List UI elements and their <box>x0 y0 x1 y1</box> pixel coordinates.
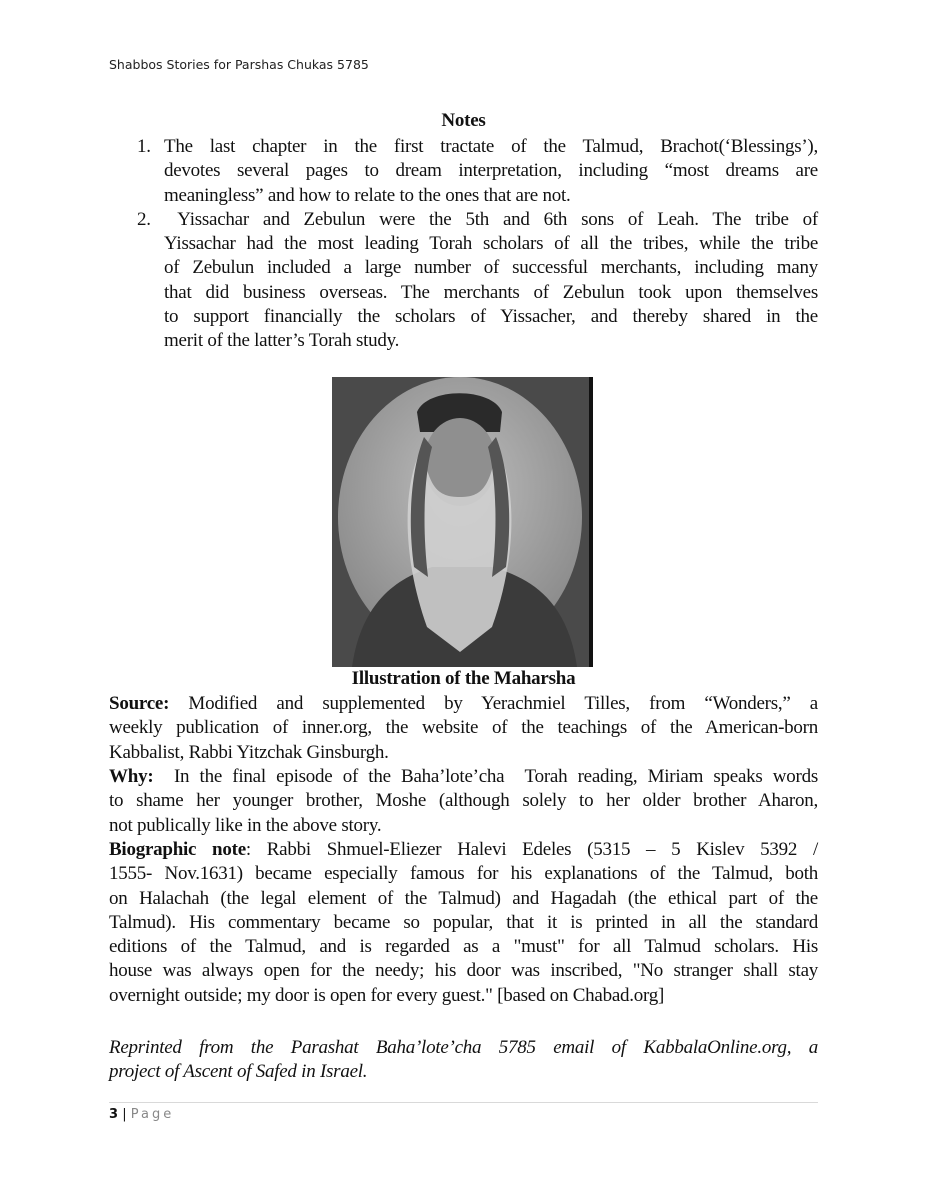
reprint-line: project of Ascent of Safed in Israel. <box>109 1061 368 1083</box>
note-item <box>137 208 818 354</box>
why-paragraph <box>109 765 818 838</box>
footer-divider <box>109 1102 818 1103</box>
why-line: In the final episode of the Baha’lote’cha Torah reading, Miriam speaks words <box>153 766 818 787</box>
note-line: meaningless” and how to relate to the ones that are not. <box>164 184 571 206</box>
notes-list <box>137 135 818 354</box>
why-label: Why: <box>109 766 154 787</box>
bio-line: editions of the Talmud, and is regarded as a "must" for all Talmud scholars. His <box>109 936 818 958</box>
page-number: 3 <box>109 1107 119 1122</box>
source-paragraph <box>109 692 818 765</box>
biographic-note-paragraph <box>109 838 818 1008</box>
source-line: weekly publication of inner.org, the website of the teachings of the American-born <box>109 717 818 739</box>
note-line: Yissachar had the most leading Torah scholars of all the tribes, while the tribe <box>164 233 818 255</box>
bio-line: on Halachah (the legal element of the Talmud) and Hagadah (the ethical part of the <box>109 887 818 909</box>
source-line: Modified and supplemented by Yerachmiel Tilles, from “Wonders,” a <box>169 693 818 714</box>
note-line: of Zebulun included a large number of successful merchants, including many <box>164 257 818 279</box>
maharsha-portrait <box>332 377 593 667</box>
reprint-line: Reprinted from the Parashat Baha’lote’cha 5785 email of KabbalaOnline.org, a <box>109 1037 818 1058</box>
note-number: 1. <box>137 136 151 157</box>
notes-title: Notes <box>441 110 486 131</box>
note-line: merit of the latter’s Torah study. <box>164 330 400 352</box>
page-label: Page <box>130 1107 175 1122</box>
why-line: not publically like in the above story. <box>109 814 382 836</box>
why-line: to shame her younger brother, Moshe (although solely to her older brother Aharon, <box>109 790 818 812</box>
note-line: The last chapter in the first tractate of the Talmud, Brachot(‘Blessings’), <box>164 136 818 157</box>
bio-line: house was always open for the needy; his door was inscribed, "No stranger shall stay <box>109 960 818 982</box>
bio-line: 1555- Nov.1631) became especially famous for his explanations of the Talmud, both <box>109 863 818 885</box>
bio-line: : Rabbi Shmuel-Eliezer Halevi Edeles (5315 – 5 Kislev 5392 / <box>245 839 818 860</box>
bio-line: Talmud). His commentary became so popular, that it is printed in all the standard <box>109 911 818 933</box>
note-line: Yissachar and Zebulun were the 5th and 6th sons of Leah. The tribe of <box>164 208 818 230</box>
footer-separator: | <box>122 1107 127 1122</box>
note-item <box>137 135 818 208</box>
running-header: Shabbos Stories for Parshas Chukas 5785 <box>109 57 369 72</box>
note-line: to support financially the scholars of Yissacher, and thereby shared in the <box>164 306 818 328</box>
note-line: that did business overseas. The merchants of Zebulun took upon themselves <box>164 281 818 303</box>
bio-line: overnight outside; my door is open for every guest." [based on Chabad.org] <box>109 984 665 1006</box>
source-line: Kabbalist, Rabbi Yitzchak Ginsburgh. <box>109 741 389 763</box>
figure-caption: Illustration of the Maharsha <box>351 668 576 689</box>
page-footer <box>109 1107 174 1122</box>
reprint-note <box>109 1036 818 1085</box>
note-number: 2. <box>137 208 151 230</box>
bio-label: Biographic note <box>109 839 246 860</box>
note-line: devotes several pages to dream interpretation, including “most dreams are <box>164 160 818 182</box>
source-label: Source: <box>109 693 170 714</box>
